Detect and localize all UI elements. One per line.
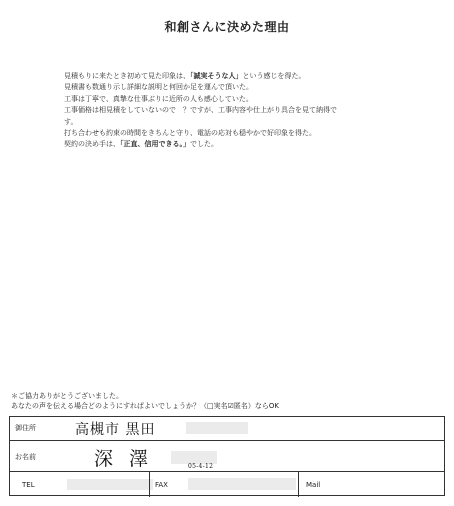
- survey-notes: [11, 391, 451, 411]
- publication-question: あなたの声を伝える場合どのようにすればよいでしょうか？（□実名☑匿名）ならOK: [11, 402, 279, 410]
- body-line-1-pre: 見積もりに来たとき初めて見た印象は、: [64, 72, 190, 80]
- body-line-3: 工事は丁寧で、真摯な仕事ぶりに近所の人も感心していた。: [64, 94, 253, 103]
- fax-label: FAX: [155, 481, 168, 489]
- address-value: 高槻市 黒田: [75, 422, 156, 438]
- body-line-7: [64, 139, 394, 150]
- fax-handwritten-note: 05-4-12: [188, 463, 214, 470]
- name-value: 深 澤: [94, 448, 154, 470]
- body-line-6: 打ち合わせも約束の時間をきちんと守り、電話の応対も穏やかで好印象を得た。: [64, 129, 316, 138]
- thanks-note: ＊ご協力ありがとうございました。: [11, 392, 123, 400]
- body-line-1-post: という感じを得た。: [242, 72, 306, 80]
- body-line-7-highlight: 「正直、信用できる。」: [120, 140, 190, 149]
- contact-form: [9, 416, 445, 496]
- body-line-4: 工事価格は相見積をしていないので ？ですが、工事内容や仕上がり具合を見て納得で: [64, 106, 337, 115]
- body-line-1: [64, 71, 394, 82]
- body-line-1-highlight: 「誠実そうな人」: [190, 72, 243, 80]
- name-row: [10, 441, 444, 472]
- tel-redaction: [67, 479, 153, 490]
- testimonial-body: [64, 71, 394, 151]
- body-line-7-post: でした。: [190, 140, 218, 149]
- body-line-7-pre: 契約の決め手は、: [64, 140, 120, 149]
- address-label: 御住所: [15, 424, 36, 432]
- address-row: [10, 417, 444, 441]
- body-line-2: 見積書も数通り示し詳細な説明と何回か足を運んで頂いた。: [64, 83, 253, 92]
- mail-label: Mail: [306, 481, 321, 489]
- tel-label: TEL: [22, 481, 35, 489]
- address-redaction: [186, 422, 248, 434]
- tel-fax-divider: [149, 472, 150, 497]
- page-title: 和創さんに決めた理由: [164, 20, 290, 34]
- fax-redaction: [188, 478, 296, 490]
- body-line-5: す。: [64, 117, 78, 126]
- contact-numbers-row: [10, 463, 444, 497]
- name-label: お名前: [15, 453, 36, 461]
- fax-mail-divider: [298, 472, 299, 497]
